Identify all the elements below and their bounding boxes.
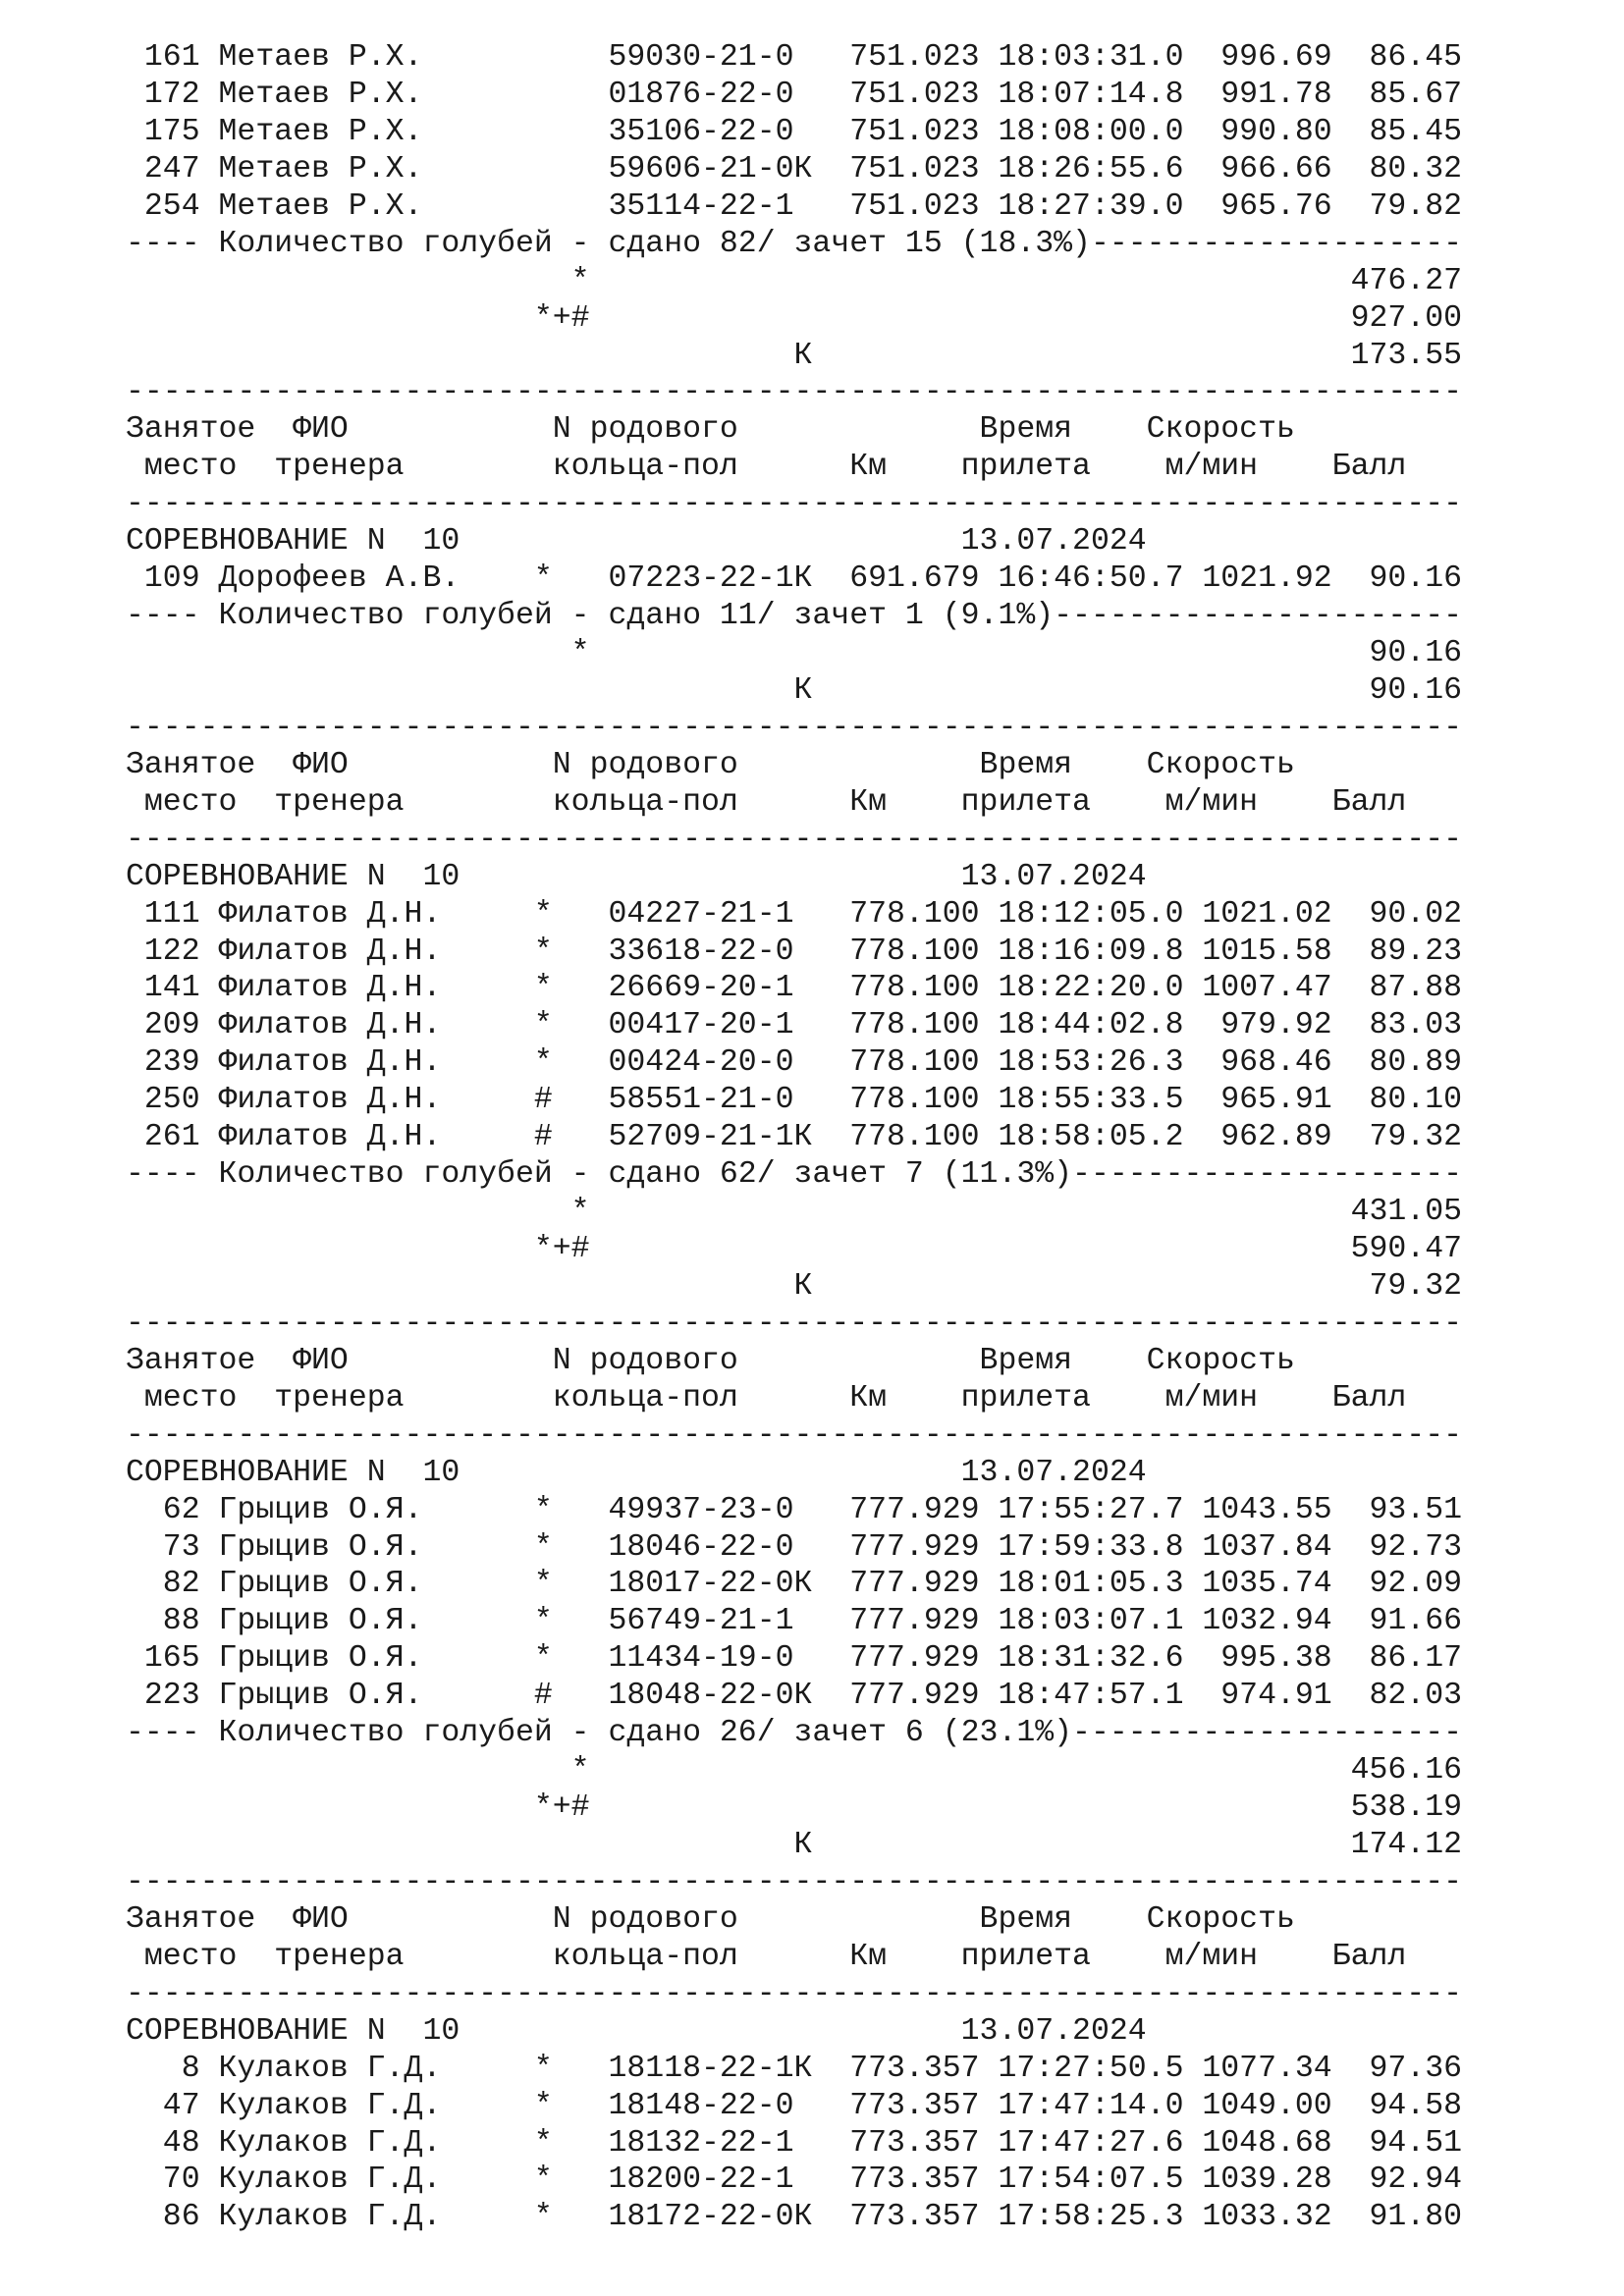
- report-line: 261 Филатов Д.Н. # 52709-21-1К 778.100 18:58:05.2 962.89 79.32: [126, 1120, 1463, 1155]
- report-line: СОРЕВНОВАНИЕ N 10 13.07.2024: [126, 2013, 1147, 2049]
- report-line: * 476.27: [126, 263, 1463, 298]
- report-line: 250 Филатов Д.Н. # 58551-21-0 778.100 18:55:33.5 965.91 80.10: [126, 1083, 1463, 1118]
- report-line: К 174.12: [126, 1828, 1463, 1862]
- report-line: 111 Филатов Д.Н. * 04227-21-1 778.100 18:12:05.0 1021.02 90.02: [126, 896, 1463, 932]
- report-line: место тренера кольца-пол Км прилета м/мин Балл: [126, 450, 1407, 485]
- report-line: К 173.55: [126, 338, 1463, 373]
- report-line: * 90.16: [126, 636, 1463, 670]
- report-line: 47 Кулаков Г.Д. * 18148-22-0 773.357 17:47:14.0 1049.00 94.58: [126, 2088, 1463, 2123]
- report-line: 165 Грыцив О.Я. * 11434-19-0 777.929 18:31:32.6 995.38 86.17: [126, 1641, 1463, 1677]
- report-line: ------------------------------------------------------------------------: [126, 375, 1463, 410]
- results-report: [126, 39, 1462, 2236]
- report-line: ------------------------------------------------------------------------: [126, 487, 1463, 522]
- report-line: ---- Количество голубей - сдано 26/ зачет 6 (23.1%)---------------------: [126, 1716, 1463, 1751]
- report-line: ---- Количество голубей - сдано 11/ зачет 1 (9.1%)----------------------: [126, 599, 1463, 634]
- report-line: ------------------------------------------------------------------------: [126, 822, 1463, 857]
- report-line: К 90.16: [126, 672, 1463, 708]
- report-line: 48 Кулаков Г.Д. * 18132-22-1 773.357 17:47:27.6 1048.68 94.51: [126, 2125, 1463, 2161]
- report-line: 254 Метаев Р.Х. 35114-22-1 751.023 18:27:39.0 965.76 79.82: [126, 188, 1463, 224]
- report-line: ---- Количество голубей - сдано 62/ зачет 7 (11.3%)---------------------: [126, 1157, 1463, 1193]
- report-line: СОРЕВНОВАНИЕ N 10 13.07.2024: [126, 1455, 1147, 1490]
- report-line: * 431.05: [126, 1195, 1463, 1230]
- report-line: 70 Кулаков Г.Д. * 18200-22-1 773.357 17:54:07.5 1039.28 92.94: [126, 2163, 1463, 2198]
- report-line: 62 Грыцив О.Я. * 49937-23-0 777.929 17:55:27.7 1043.55 93.51: [126, 1492, 1463, 1527]
- report-line: Занятое ФИО N родового Время Скорость: [126, 1901, 1295, 1937]
- report-line: СОРЕВНОВАНИЕ N 10 13.07.2024: [126, 524, 1147, 560]
- report-line: Занятое ФИО N родового Время Скорость: [126, 412, 1295, 448]
- report-line: СОРЕВНОВАНИЕ N 10 13.07.2024: [126, 859, 1147, 894]
- report-line: 109 Дорофеев А.В. * 07223-22-1К 691.679 16:46:50.7 1021.92 90.16: [126, 561, 1463, 597]
- report-line: *+# 538.19: [126, 1790, 1463, 1826]
- report-line: место тренера кольца-пол Км прилета м/мин Балл: [126, 784, 1407, 820]
- report-line: * 456.16: [126, 1753, 1463, 1789]
- report-line: ------------------------------------------------------------------------: [126, 710, 1463, 745]
- report-line: *+# 590.47: [126, 1232, 1463, 1266]
- report-line: 8 Кулаков Г.Д. * 18118-22-1К 773.357 17:27:50.5 1077.34 97.36: [126, 2051, 1463, 2086]
- report-line: 175 Метаев Р.Х. 35106-22-0 751.023 18:08:00.0 990.80 85.45: [126, 114, 1463, 149]
- report-line: 223 Грыцив О.Я. # 18048-22-0К 777.929 18:47:57.1 974.91 82.03: [126, 1679, 1463, 1714]
- report-line: *+# 927.00: [126, 300, 1463, 336]
- report-line: Занятое ФИО N родового Время Скорость: [126, 1343, 1295, 1378]
- report-line: место тренера кольца-пол Км прилета м/мин Балл: [126, 1939, 1407, 1974]
- report-line: ------------------------------------------------------------------------: [126, 1976, 1463, 2011]
- report-line: 122 Филатов Д.Н. * 33618-22-0 778.100 18:16:09.8 1015.58 89.23: [126, 934, 1463, 969]
- report-line: 141 Филатов Д.Н. * 26669-20-1 778.100 18:22:20.0 1007.47 87.88: [126, 971, 1463, 1006]
- report-line: ------------------------------------------------------------------------: [126, 1864, 1463, 1899]
- report-line: ---- Количество голубей - сдано 82/ зачет 15 (18.3%)--------------------: [126, 226, 1463, 261]
- report-line: 209 Филатов Д.Н. * 00417-20-1 778.100 18:44:02.8 979.92 83.03: [126, 1008, 1463, 1043]
- report-line: 161 Метаев Р.Х. 59030-21-0 751.023 18:03:31.0 996.69 86.45: [126, 40, 1463, 75]
- report-line: ------------------------------------------------------------------------: [126, 1417, 1463, 1453]
- report-line: 247 Метаев Р.Х. 59606-21-0К 751.023 18:26:55.6 966.66 80.32: [126, 151, 1463, 187]
- report-line: место тренера кольца-пол Км прилета м/мин Балл: [126, 1380, 1407, 1415]
- report-line: 82 Грыцив О.Я. * 18017-22-0К 777.929 18:01:05.3 1035.74 92.09: [126, 1567, 1463, 1602]
- report-line: 73 Грыцив О.Я. * 18046-22-0 777.929 17:59:33.8 1037.84 92.73: [126, 1529, 1463, 1565]
- report-line: ------------------------------------------------------------------------: [126, 1306, 1463, 1341]
- report-line: Занятое ФИО N родового Время Скорость: [126, 747, 1295, 782]
- report-line: 88 Грыцив О.Я. * 56749-21-1 777.929 18:03:07.1 1032.94 91.66: [126, 1604, 1463, 1639]
- report-line: 172 Метаев Р.Х. 01876-22-0 751.023 18:07:14.8 991.78 85.67: [126, 77, 1463, 112]
- report-line: 86 Кулаков Г.Д. * 18172-22-0К 773.357 17:58:25.3 1033.32 91.80: [126, 2200, 1463, 2235]
- report-line: 239 Филатов Д.Н. * 00424-20-0 778.100 18:53:26.3 968.46 80.89: [126, 1045, 1463, 1081]
- report-line: К 79.32: [126, 1268, 1463, 1304]
